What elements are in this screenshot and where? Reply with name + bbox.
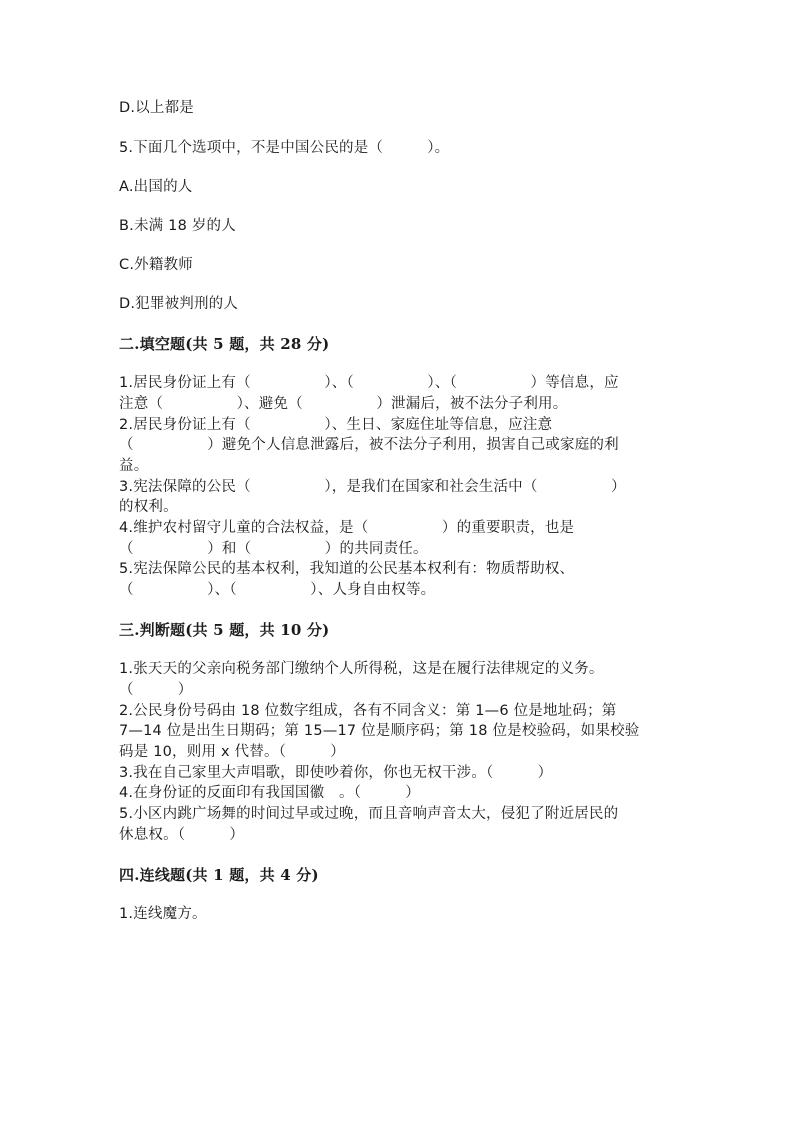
fill-line: 3.宪法保障的公民（ ），是我们在国家和社会生活中（ ）	[119, 479, 626, 495]
section-2-title: 二.填空题(共 5 题，共 28 分)	[119, 335, 330, 353]
fill-line: （ ）和（ ）的共同责任。	[119, 541, 428, 557]
mc-q5-stem: 5.下面几个选项中，不是中国公民的是（ ）。	[119, 140, 450, 156]
judge-line: 5.小区内跳广场舞的时间过早或过晚，而且音响声音太大，侵犯了附近居民的	[119, 806, 619, 822]
matching-q1: 1.连线魔方。	[119, 906, 207, 922]
fill-line: （ ）、（ ）、人身自由权等。	[119, 582, 436, 598]
fill-line: 益。	[119, 458, 149, 474]
fill-line: 注意（ ）、避免（ ）泄漏后，被不法分子利用。	[119, 396, 568, 412]
mc-prev-option-d: D.以上都是	[119, 100, 194, 116]
judge-line: 7—14 位是出生日期码；第 15—17 位是顺序码；第 18 位是校验码，如果校验	[119, 723, 640, 739]
fill-line: 1.居民身份证上有（ ）、（ ）、（ ）等信息，应	[119, 375, 619, 391]
judge-line: 4.在身份证的反面印有我国国徽 。（ ）	[119, 785, 420, 801]
mc-q5-option-d: D.犯罪被判刑的人	[119, 296, 239, 312]
judge-line: 码是 10，则用 x 代替。（ ）	[119, 744, 345, 760]
fill-line: 的权利。	[119, 499, 178, 515]
fill-line: （ ）避免个人信息泄露后，被不法分子利用，损害自己或家庭的利	[119, 437, 619, 453]
mc-q5-option-c: C.外籍教师	[119, 257, 193, 273]
mc-q5-option-a: A.出国的人	[119, 179, 193, 195]
judge-line: 2.公民身份号码由 18 位数字组成，各有不同含义：第 1—6 位是地址码；第	[119, 703, 617, 719]
fill-line: 5.宪法保障公民的基本权利，我知道的公民基本权利有：物质帮助权、	[119, 561, 575, 577]
fill-line: 2.居民身份证上有（ ）、生日、家庭住址等信息，应注意	[119, 417, 553, 433]
judge-line: （ ）	[119, 682, 193, 698]
judge-line: 1.张天天的父亲向税务部门缴纳个人所得税，这是在履行法律规定的义务。	[119, 661, 604, 677]
section-4-title: 四.连线题(共 1 题，共 4 分)	[119, 866, 319, 884]
judge-line: 3.我在自己家里大声唱歌，即使吵着你，你也无权干涉。（ ）	[119, 765, 553, 781]
judge-line: 休息权。（ ）	[119, 827, 245, 843]
section-3-title: 三.判断题(共 5 题，共 10 分)	[119, 621, 330, 639]
mc-q5-option-b: B.未满 18 岁的人	[119, 218, 236, 234]
fill-line: 4.维护农村留守儿童的合法权益，是（ ）的重要职责，也是	[119, 520, 575, 536]
